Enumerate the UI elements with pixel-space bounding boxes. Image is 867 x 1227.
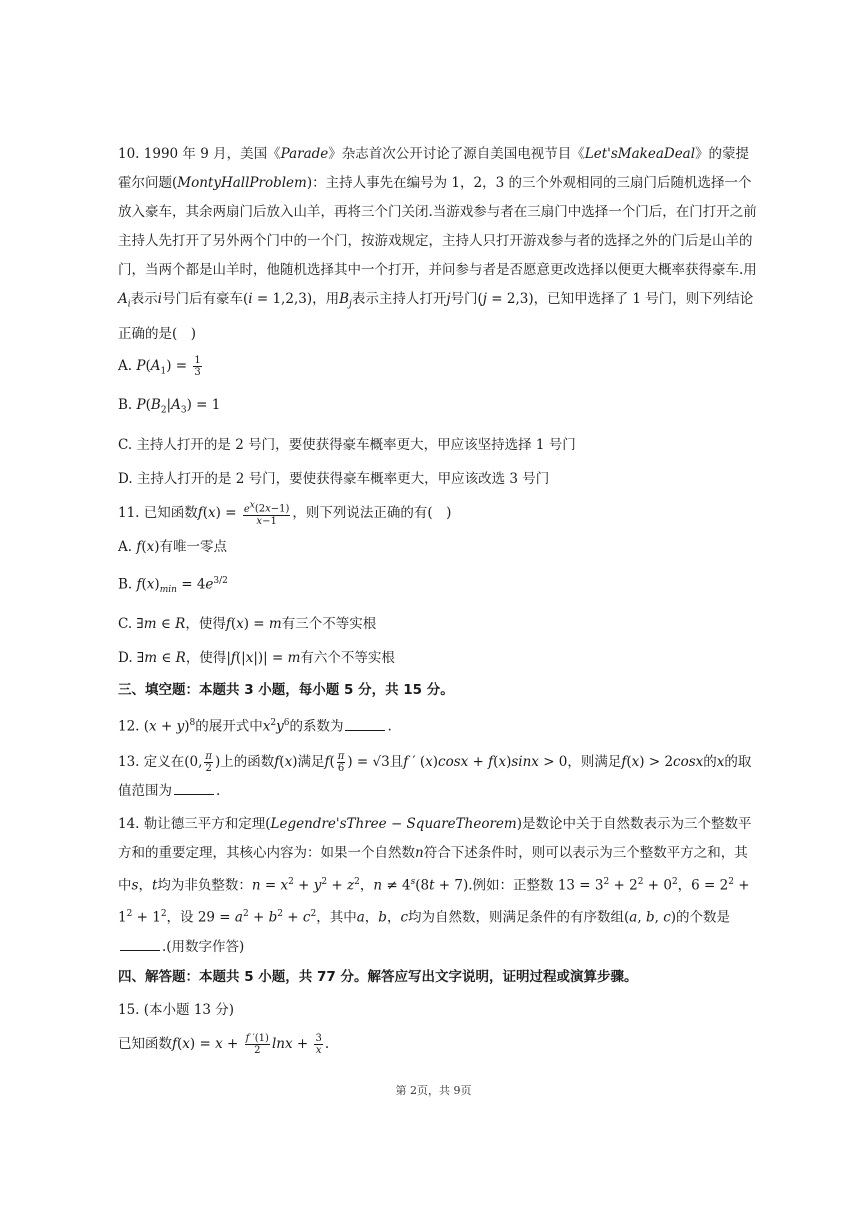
section-4-heading: 四、解答题：本题共 5 小题，共 77 分。解答应写出文字说明，证明过程或演算步骤。	[118, 968, 638, 985]
question-14: 14. 勒让德三平方和定理(Legendre'sThree − SquareTheorem)是数论中关于自然数表示为三个整数平方和的重要定理，其核心内容为：如果一个自然数n符合下述条件时，则可以表示为三个整数平方之和，其中s，t均为非负整数：$n = x^2 + y^2 + z^2$，$n \ne 4^s(8t + 7)$.例如：正整数 $13 = 3^2 + 2^2 + 0^2$，$6 = 2^2 + 1^2 + 1^2$，设 $29 = a^2 + b^2 + c^2$，其中a，b，c均为自然数，则满足条件的有序数组(a, b, c)的个数是.(用数字作答)	[118, 815, 752, 955]
question-15-stem: 已知函数f(x) = x + $\frac{f '(1)}{2}$ lnx + $\frac{3}{x}$ .	[118, 1032, 330, 1056]
option-11-a: A. f(x)有唯一零点	[118, 539, 228, 556]
question-10-stem: 10. 1990 年 9 月，美国《Parade》杂志首次公开讨论了源自美国电视节目《Let'sMakeaDeal》的蒙提霍尔问题(MontyHallProblem)：主持人事先在编号为 1，2，3 的三个外观相同的三扇门后随机选择一个放入豪车，其余两扇门后放入山羊，再将三个门关闭.当游戏参与者在三扇门中选择一个门后，在门打开之前主持人先打开了另外两个门中的一个门，按游戏规定，主持人只打开游戏参与者的选择之外的门后是山羊的门，当两个都是山羊时，他随机选择其中一个打开，并问参与者是否愿意更改选择以便更大概率获得豪车.用$A_i$表示i号门后有豪车(i = 1,2,3)，用$B_j$表示主持人打开j号门(j = 2,3)，已知甲选择了 1 号门，则下列结论正确的是( )	[118, 146, 757, 342]
option-11-d: D. ∃m ∈ R，使得|f(|x|)| = m有六个不等实根	[118, 650, 395, 667]
option-10-b: B. $P(B_2|A_3) = 1$	[118, 397, 221, 417]
question-10	[118, 140, 758, 496]
option-10-d: D. 主持人打开的是 2 号门，要使获得豪车概率更大，甲应该改选 3 号门	[118, 471, 550, 488]
question-11	[118, 496, 758, 675]
option-10-c: C. 主持人打开的是 2 号门，要使获得豪车概率更大，甲应该坚持选择 1 号门	[118, 437, 576, 454]
option-10-a: A. $P(A_1)$ = $\frac{1}{3}$	[118, 354, 201, 378]
option-11-b: B. $f(x)_{min} = 4e^{3/2}$	[118, 576, 228, 596]
section-3-heading: 三、填空题：本题共 3 小题，每小题 5 分，共 15 分。	[118, 682, 454, 699]
answer-blank	[120, 940, 160, 951]
question-11-stem: 11. 已知函数f(x) = $\frac{e^x(2x-1)}{x-1}$ ，则下列说法正确的有( )	[118, 500, 452, 527]
page-content	[118, 140, 758, 1061]
answer-blank	[174, 784, 214, 795]
question-13: 13. 定义在(0, $\frac{\pi}{2}$ )上的函数f(x)满足f( $\frac{\pi}{6}$ ) = √3且f ′ (x)cosx + f(x)sinx > 0，则满足f(x) > 2cosx的x的取值范围为 .	[118, 750, 752, 799]
answer-blank	[345, 720, 385, 731]
question-15-heading: 15. (本小题 13 分)	[118, 1001, 235, 1018]
question-12: 12. $(x + y)^8$的展开式中$x^2y^6$的系数为 .	[118, 718, 392, 735]
page-footer: 第 2页，共 9页	[395, 1084, 472, 1097]
option-11-c: C. ∃m ∈ R，使得f(x) = m有三个不等实根	[118, 616, 377, 633]
